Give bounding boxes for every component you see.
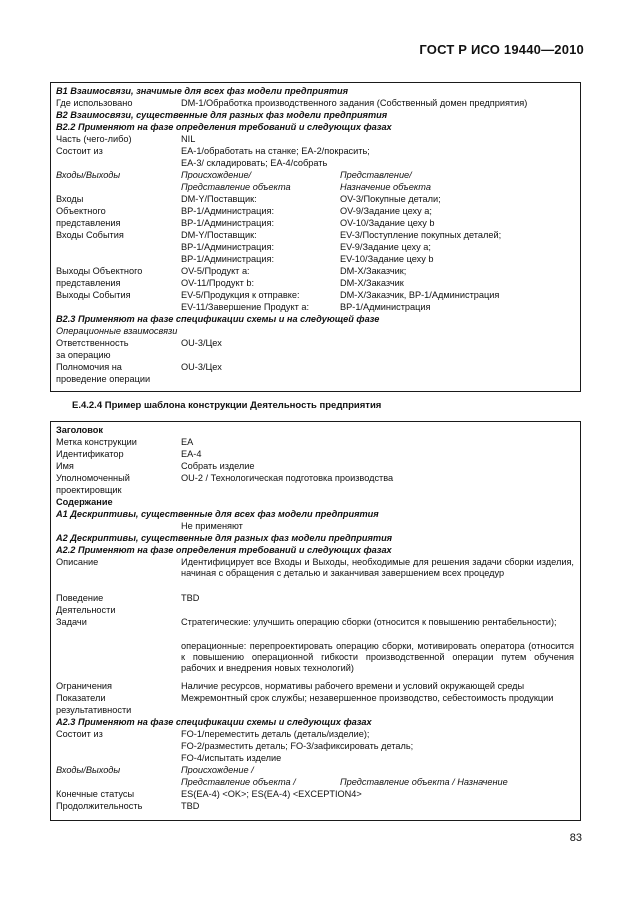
io-value-2b: Представление объекта / Назначение [340, 777, 508, 787]
input-obj-dst-3: OV-10/Задание цеху b [340, 218, 435, 228]
content-title: Содержание [56, 497, 113, 507]
construct-label-label: Метка конструкции [56, 437, 137, 447]
behaviour-label-2: Деятельности [56, 605, 116, 615]
constraints-label: Ограничения [56, 681, 112, 691]
standard-code: ГОСТ Р ИСО 19440—2010 [419, 42, 584, 57]
goals-value-1: Стратегические: улучшить операцию сборки (относится к повышению рентабельности); [181, 617, 557, 627]
designer-value: OU-2 / Технологическая подготовка производства [181, 473, 394, 483]
section-a22: A2.2 Применяют на фазе определения требований и следующих фазах [56, 545, 392, 555]
final-status-value: ES(EA-4) <OK>; ES(EA-4) <EXCEPTION4> [181, 789, 362, 799]
section-b2: B2 Взаимосвязи, существенные для разных фаз модели предприятия [56, 110, 388, 120]
input-event-dst-1: EV-3/Поступление покупных деталей; [340, 230, 502, 240]
output-event-src-2: EV-11/Завершение Продукт a: [181, 302, 310, 312]
consists-label: Состоит из [56, 146, 103, 156]
input-event-src-1: DM-Y/Поставщик: [181, 230, 257, 240]
input-obj-dst-2: OV-9/Задание цеху a; [340, 206, 432, 216]
output-event-dst-1: DM-X/Заказчик, BP-1/Администрация [340, 290, 500, 300]
goals-label: Задачи [56, 617, 87, 627]
section-a23: A2.3 Применяют на фазе спецификации схемы и следующих фазах [56, 717, 372, 727]
responsibility-label-2: за операцию [56, 350, 111, 360]
page-number: 83 [569, 832, 582, 844]
consists-of-value-1: FO-1/переместить деталь (деталь/изделие); [181, 729, 370, 739]
authority-value: OU-3/Цех [181, 362, 222, 372]
section-a1: A1 Дескриптивы, существенные для всех фаз модели предприятия [56, 509, 379, 519]
goals-value-2: операционные: перепроектировать операцию сборки, мотивировать оператора (относится к повышению операционной гибкости производственной операции путем обучения рабочих и внедрения новых технологий) [181, 641, 574, 673]
not-applied: Не применяют [181, 521, 243, 531]
behaviour-label-1: Поведение [56, 593, 104, 603]
input-event-label: Входы События [56, 230, 124, 240]
section-b23: B2.3 Применяют на фазе спецификации схемы и на следующей фазе [56, 314, 380, 324]
responsibility-label-1: Ответственность [56, 338, 129, 348]
output-event-src-1: EV-5/Продукция к отправке: [181, 290, 300, 300]
section-b1: B1 Взаимосвязи, значимые для всех фаз модели предприятия [56, 86, 349, 96]
responsibility-value: OU-3/Цех [181, 338, 222, 348]
input-event-src-2: BP-1/Администрация: [181, 242, 275, 252]
name-value: Собрать изделие [181, 461, 255, 471]
consists-of-label: Состоит из [56, 729, 103, 739]
consists-value-2: EA-3/ складировать; EA-4/собрать [181, 158, 328, 168]
identifier-value: EA-4 [181, 449, 202, 459]
section-caption: E.4.2.4 Пример шаблона конструкции Деятельность предприятия [72, 400, 382, 411]
io-value-2a: Представление объекта / [181, 777, 296, 787]
name-label: Имя [56, 461, 74, 471]
description-label: Описание [56, 557, 99, 567]
heading-title: Заголовок [56, 425, 104, 435]
behaviour-value: TBD [181, 593, 200, 603]
output-event-dst-2: BP-1/Администрация [340, 302, 431, 312]
performance-label-2: результативности [56, 705, 132, 715]
performance-label-1: Показатели [56, 693, 106, 703]
output-obj-dst-1: DM-X/Заказчик; [340, 266, 407, 276]
authority-label-2: проведение операции [56, 374, 151, 384]
duration-label: Продолжительность [56, 801, 143, 811]
io-dest-2: Назначение объекта [340, 182, 431, 192]
input-event-src-3: BP-1/Администрация: [181, 254, 275, 264]
io-label-2: Входы/Выходы [56, 765, 121, 775]
output-obj-src-2: OV-11/Продукт b: [181, 278, 255, 288]
output-obj-src-1: OV-5/Продукт a: [181, 266, 250, 276]
designer-label-2: проектировщик [56, 485, 122, 495]
input-obj-label-2: Объектного [56, 206, 106, 216]
io-origin-1: Происхождение/ [181, 170, 252, 180]
authority-label-1: Полномочия на [56, 362, 122, 372]
output-obj-label-1: Выходы Объектного [56, 266, 143, 276]
input-obj-src-1: DM-Y/Поставщик: [181, 194, 257, 204]
performance-value: Межремонтный срок службы; незавершенное производство, себестоимость продукции [181, 693, 554, 703]
constraints-value: Наличие ресурсов, нормативы рабочего времени и условий окружающей среды [181, 681, 525, 691]
io-label: Входы/Выходы [56, 170, 121, 180]
designer-label-1: Уполномоченный [56, 473, 130, 483]
input-obj-label-3: представления [56, 218, 121, 228]
output-obj-dst-2: DM-X/Заказчик [340, 278, 404, 288]
construct-label-value: EA [181, 437, 194, 447]
input-obj-dst-1: OV-3/Покупные детали; [340, 194, 441, 204]
duration-value: TBD [181, 801, 200, 811]
part-of-value: NIL [181, 134, 196, 144]
identifier-label: Идентификатор [56, 449, 124, 459]
consists-of-value-2: FO-2/разместить деталь; FO-3/зафиксировать деталь; [181, 741, 414, 751]
description-value: Идентифицирует все Входы и Выходы, необходимые для решения задачи сборки изделия, начиная с обращения с деталью и заканчивая завершением всех процедур [181, 557, 574, 578]
relationships-box [50, 82, 581, 392]
output-obj-label-2: представления [56, 278, 121, 288]
input-obj-src-2: BP-1/Администрация: [181, 206, 275, 216]
output-event-label: Выходы События [56, 290, 131, 300]
io-dest-1: Представление/ [340, 170, 412, 180]
where-used-label: Где использовано [56, 98, 133, 108]
consists-of-value-3: FO-4/испытать изделие [181, 753, 282, 763]
input-event-dst-2: EV-9/Задание цеху a; [340, 242, 431, 252]
activity-template-box [50, 421, 581, 821]
io-origin-2: Представление объекта [181, 182, 291, 192]
consists-value-1: EA-1/обработать на станке; EA-2/покрасить; [181, 146, 370, 156]
section-a2: A2 Дескриптивы, существенные для разных фаз модели предприятия [56, 533, 393, 543]
part-of-label: Часть (чего-либо) [56, 134, 132, 144]
input-obj-src-3: BP-1/Администрация: [181, 218, 275, 228]
io-value-1: Происхождение / [181, 765, 254, 775]
operational-relationships: Операционные взаимосвязи [56, 326, 178, 336]
section-b22: B2.2 Применяют на фазе определения требований и следующих фазах [56, 122, 392, 132]
input-obj-label-1: Входы [56, 194, 84, 204]
where-used-value: DM-1/Обработка производственного задания (Собственный домен предприятия) [181, 98, 528, 108]
final-status-label: Конечные статусы [56, 789, 135, 799]
input-event-dst-3: EV-10/Задание цеху b [340, 254, 434, 264]
